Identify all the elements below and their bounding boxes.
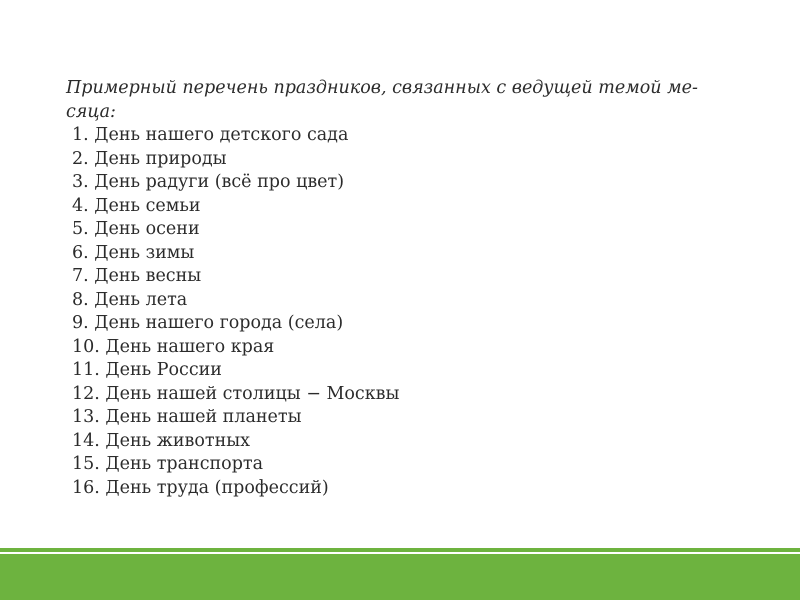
intro-line-1: Примерный перечень праздников, связанных с ведущей темой ме- [66,78,698,98]
list-item: 4. День семьи [72,195,201,216]
footer-bar [0,554,800,600]
list-item: 7. День весны [72,266,202,286]
list-item: 15. День транспорта [72,454,264,474]
list-item: 16. День труда (профессий) [72,477,329,498]
list-item: 13. День нашей планеты [72,407,302,427]
list-item: 14. День животных [72,430,251,451]
list-item: 5. День осени [72,219,200,239]
list-item: 3. День радуги (всё про цвет) [72,172,345,192]
intro-text [66,77,776,124]
list-item: 2. День природы [72,148,227,169]
list-item: 6. День зимы [72,242,195,263]
list-item: 10. День нашего края [72,336,275,357]
holiday-list [66,124,776,500]
list-item: 8. День лета [72,289,188,310]
list-item: 1. День нашего детского сада [72,125,349,145]
list-item: 11. День России [72,360,222,380]
list-item: 9. День нашего города (села) [72,313,344,333]
document-body [66,77,776,500]
intro-line-2: сяца: [66,101,116,122]
list-item: 12. День нашей столицы − Москвы [72,383,400,404]
footer-stripe [0,548,800,552]
